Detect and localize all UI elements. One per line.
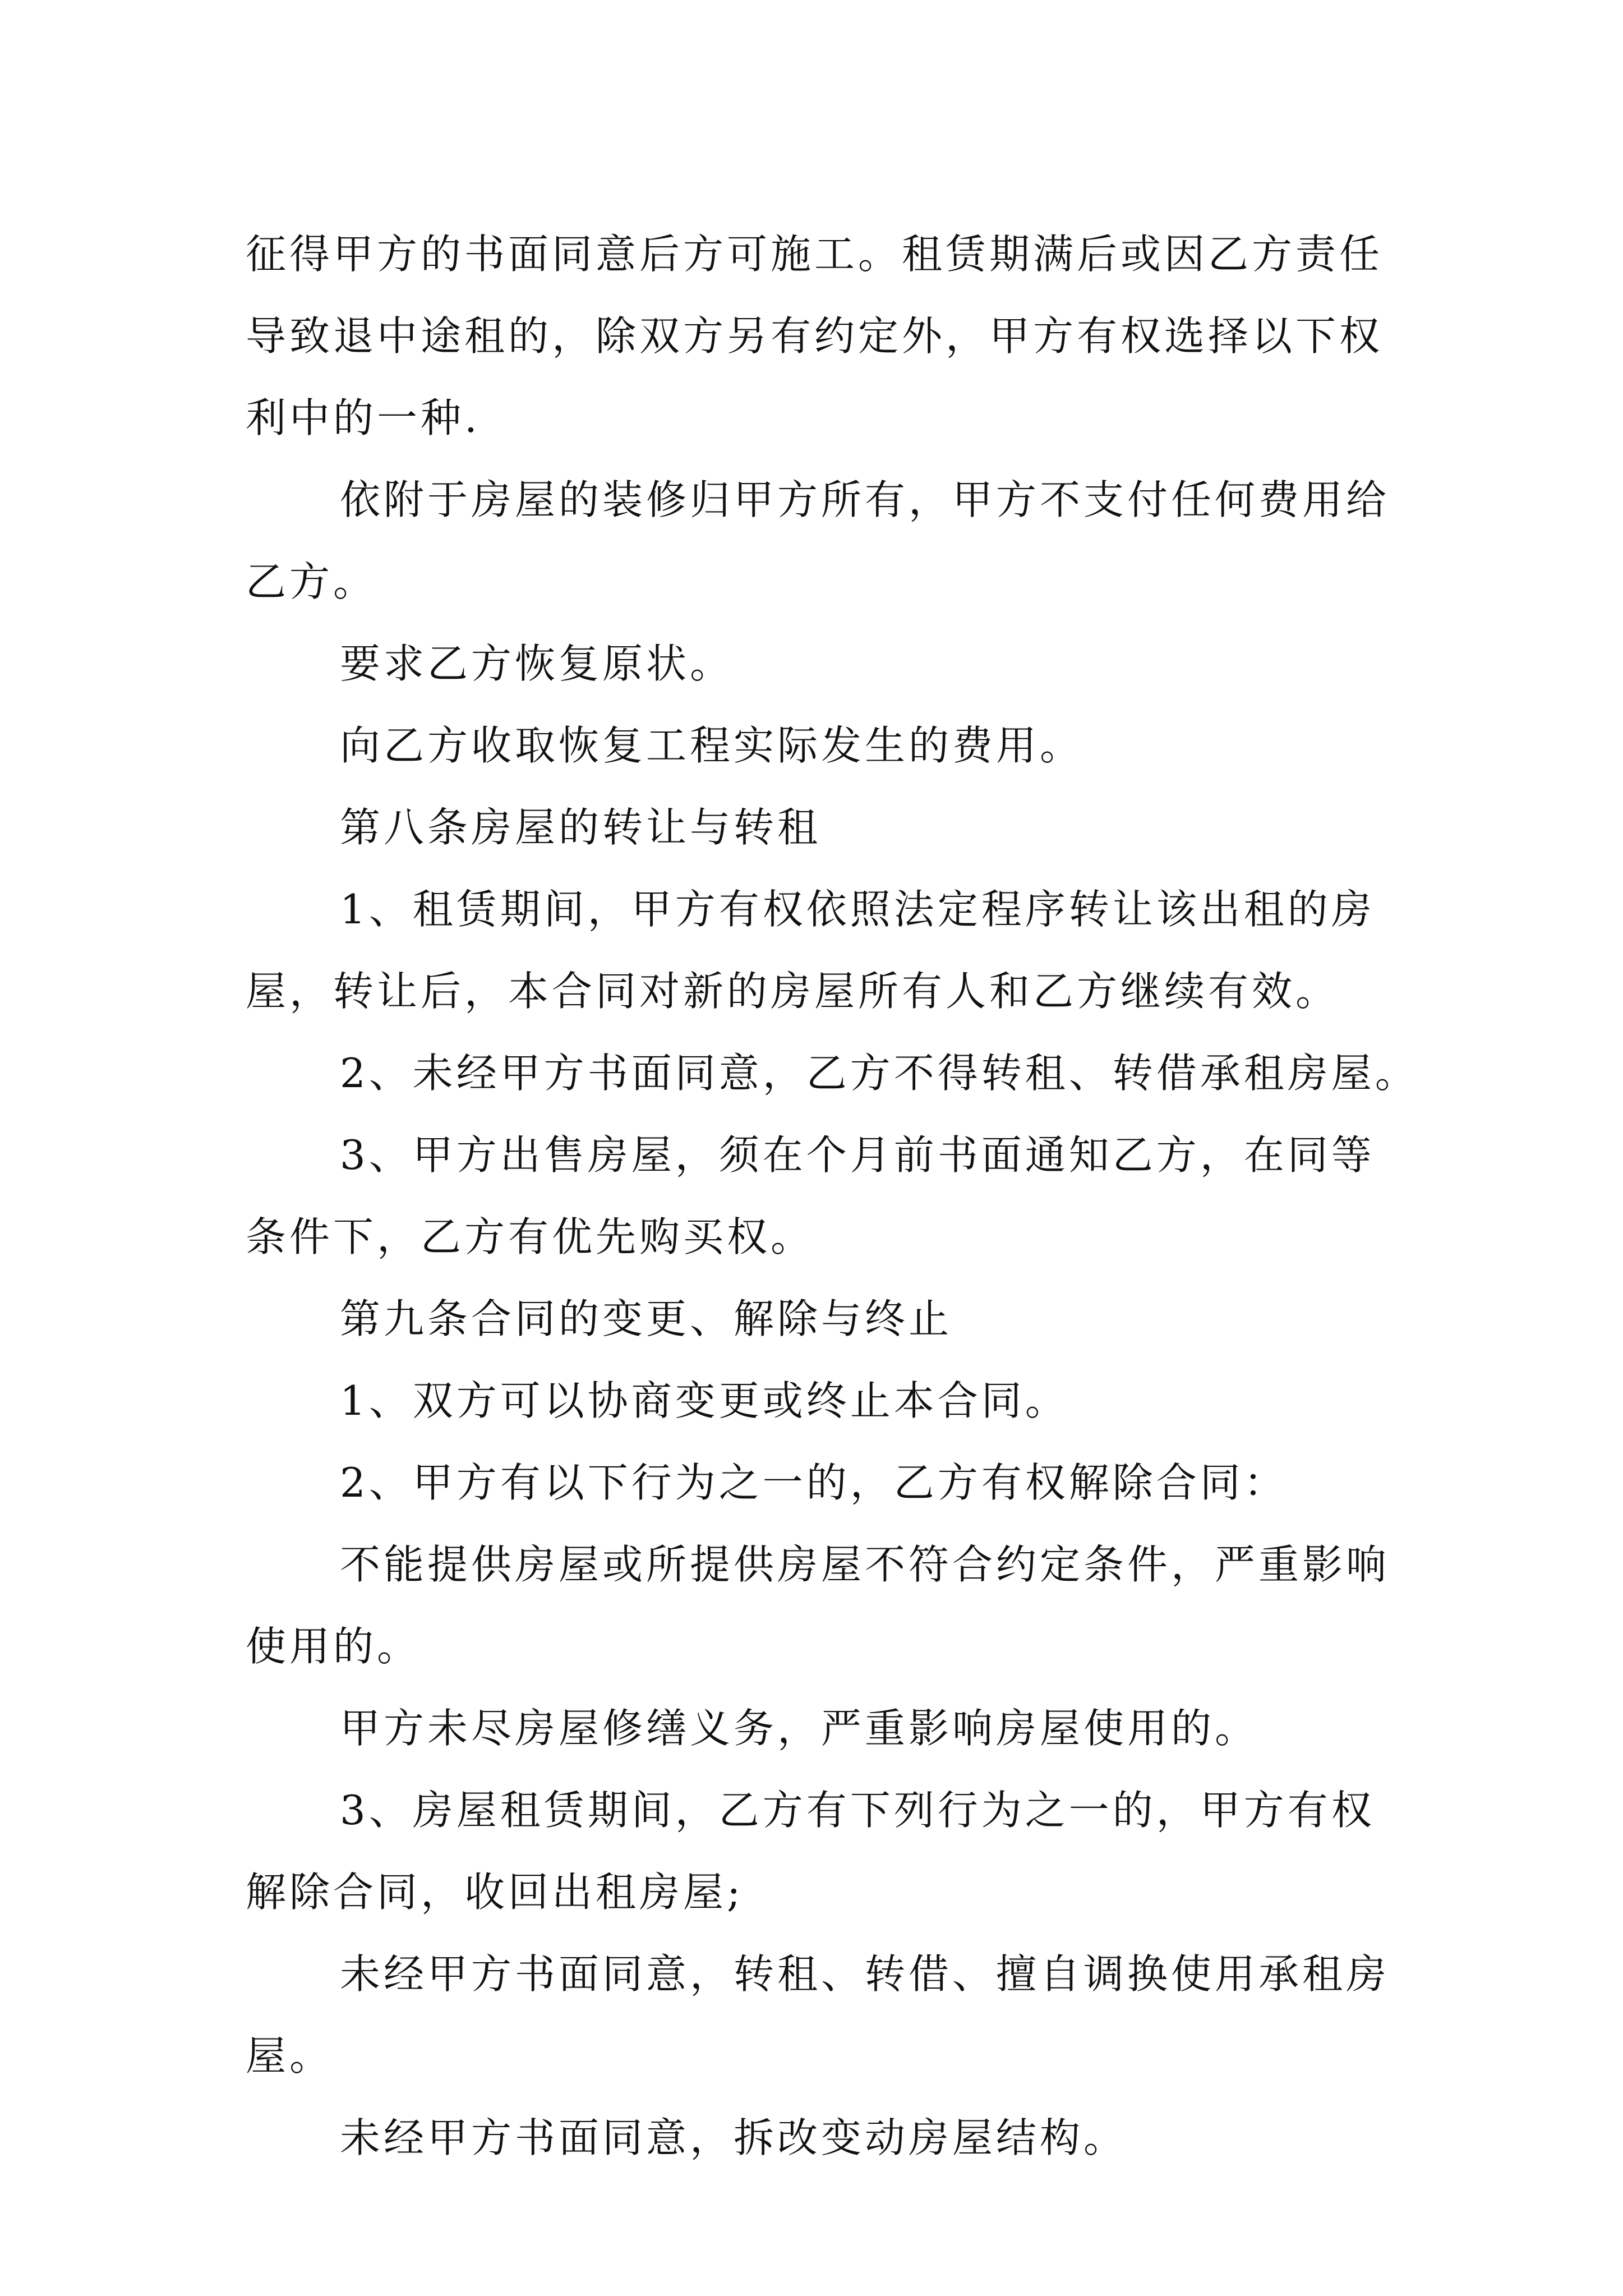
text-line: 不能提供房屋或所提供房屋不符合约定条件，严重影响	[340, 1541, 1390, 1588]
text-line: 3、房屋租赁期间，乙方有下列行为之一的，甲方有权	[340, 1787, 1375, 1834]
text-line: 向乙方收取恢复工程实际发生的费用。	[340, 722, 1084, 769]
text-line: 利中的一种.	[246, 394, 481, 441]
text-line: 依附于房屋的装修归甲方所有，甲方不支付任何费用给	[340, 476, 1390, 523]
text-line: 条件下，乙方有优先购买权。	[246, 1213, 815, 1260]
text-line: 1、双方可以协商变更或终止本合同。	[340, 1377, 1069, 1424]
section-heading: 第九条合同的变更、解除与终止	[340, 1295, 953, 1342]
text-line: 1、租赁期间，甲方有权依照法定程序转让该出租的房	[340, 886, 1375, 933]
document-body	[246, 213, 1419, 2179]
text-line: 屋。	[246, 2032, 334, 2079]
text-line: 未经甲方书面同意，拆改变动房屋结构。	[340, 2114, 1128, 2161]
text-line: 导致退中途租的，除双方另有约定外，甲方有权选择以下权	[246, 312, 1384, 360]
text-line: 解除合同，收回出租房屋;	[246, 1869, 744, 1916]
text-line: 使用的。	[246, 1623, 421, 1670]
text-line: 征得甲方的书面同意后方可施工。租赁期满后或因乙方责任	[246, 231, 1384, 278]
text-line: 未经甲方书面同意，转租、转借、擅自调换使用承租房	[340, 1950, 1390, 1998]
text-line: 3、甲方出售房屋，须在个月前书面通知乙方，在同等	[340, 1131, 1375, 1179]
text-line: 2、甲方有以下行为之一的，乙方有权解除合同：	[340, 1459, 1288, 1506]
text-line: 要求乙方恢复原状。	[340, 640, 734, 687]
text-line: 乙方。	[246, 558, 377, 605]
text-line: 甲方未尽房屋修缮义务，严重影响房屋使用的。	[340, 1705, 1259, 1752]
text-line: 2、未经甲方书面同意，乙方不得转租、转借承租房屋。	[340, 1050, 1419, 1097]
section-heading: 第八条房屋的转让与转租	[340, 804, 822, 851]
text-line: 屋，转让后，本合同对新的房屋所有人和乙方继续有效。	[246, 968, 1340, 1015]
